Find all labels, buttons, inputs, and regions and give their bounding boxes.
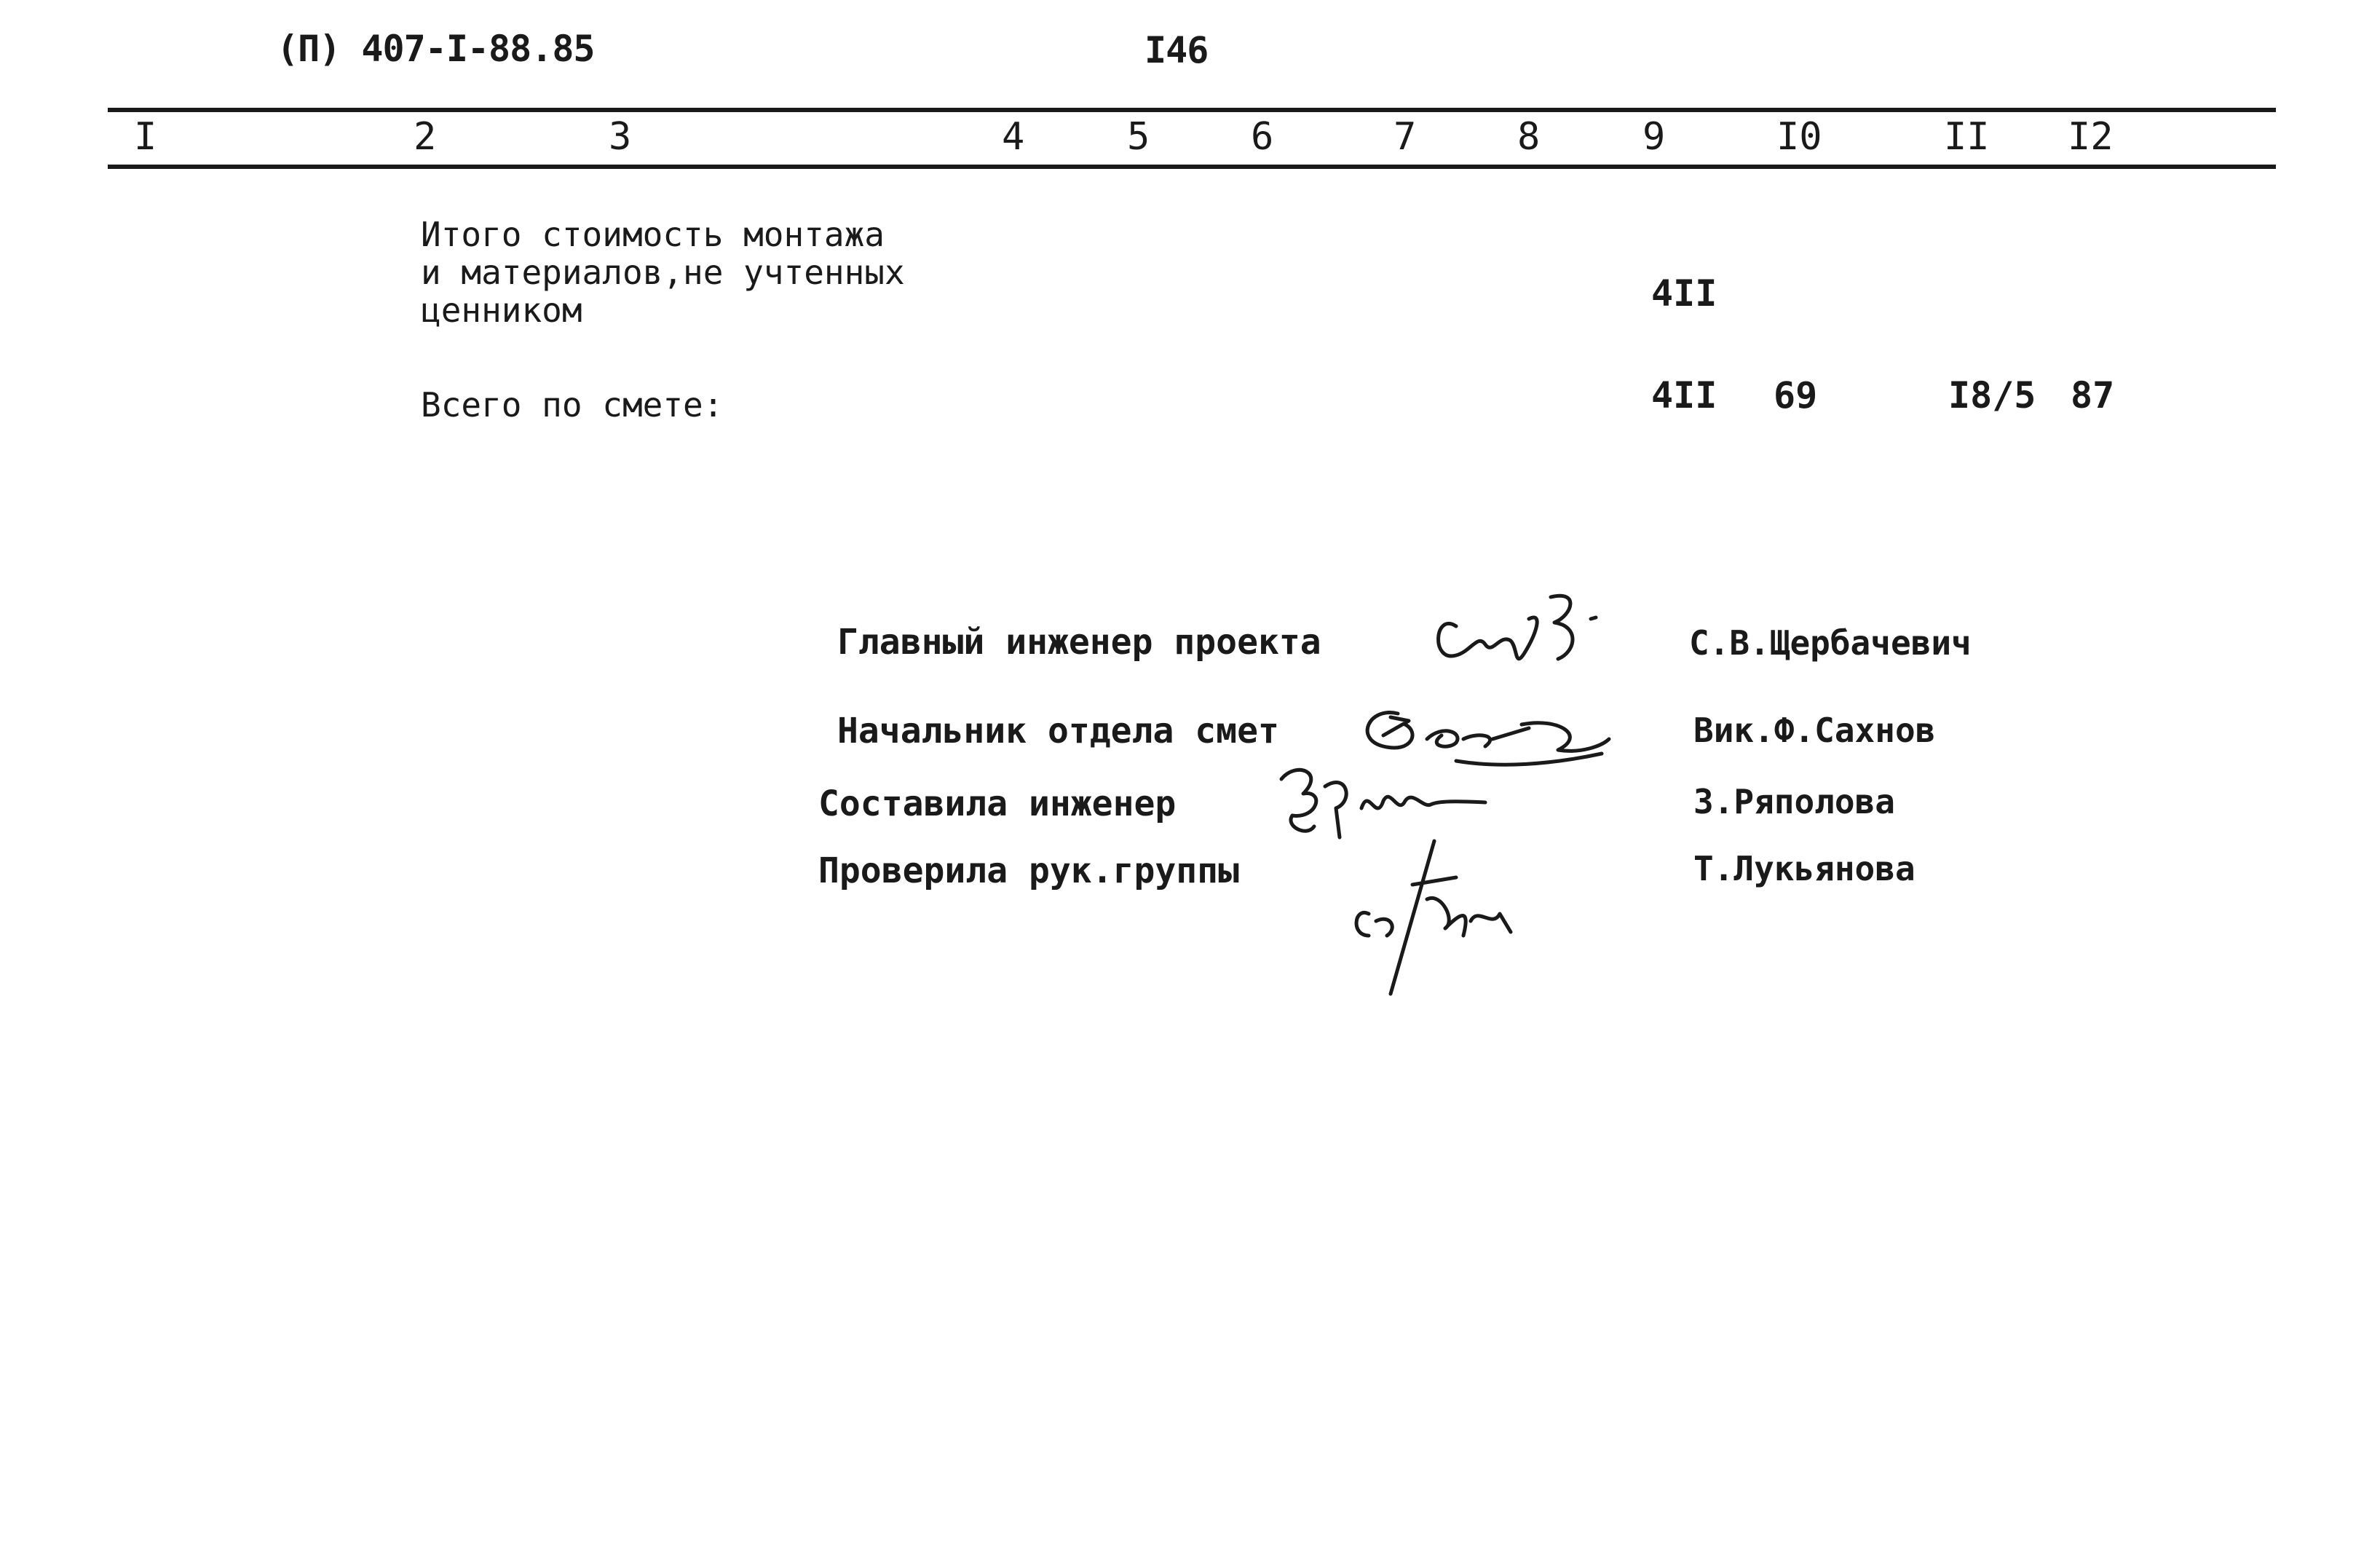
column-number: 8: [1517, 115, 1541, 159]
signature-title: Составила инженер: [818, 783, 1177, 824]
column-number: I2: [2068, 115, 2114, 159]
subtotal-label-line: Итого стоимость монтажа: [421, 215, 885, 254]
handwritten-signature: [1427, 583, 1645, 699]
document-code: (П) 407-I-88.85: [277, 28, 595, 70]
signature-title: Начальник отдела смет: [837, 711, 1279, 751]
signatory-name: З.Ряполова: [1693, 782, 1895, 821]
page-number: I46: [1144, 29, 1209, 71]
column-number: 4: [1002, 115, 1025, 159]
column-number-row: [108, 108, 2276, 169]
subtotal-label: [421, 216, 905, 329]
column-number: 6: [1251, 115, 1274, 159]
total-col11-value: I8/5: [1948, 374, 2036, 416]
subtotal-col9-value: 4II: [1651, 272, 1717, 315]
signatory-name: С.В.Щербачевич: [1689, 623, 1972, 663]
column-number: 9: [1642, 115, 1666, 159]
column-number: I: [134, 115, 157, 159]
subtotal-label-line: ценником: [421, 291, 582, 330]
signature-title: Проверила рук.группы: [818, 850, 1239, 891]
subtotal-label-line: и материалов,не учтенных: [421, 253, 905, 292]
column-number: 2: [414, 115, 437, 159]
column-number: 7: [1393, 115, 1417, 159]
total-col9-value: 4II: [1651, 374, 1717, 416]
column-number: 5: [1127, 115, 1150, 159]
handwritten-signature: [1347, 834, 1536, 1001]
column-number: II: [1944, 115, 1990, 159]
total-label: Всего по смете:: [421, 385, 724, 424]
signatory-name: Т.Лукьянова: [1693, 849, 1916, 888]
total-col10-value: 69: [1774, 374, 1818, 416]
signature-title: Главный инженер проекта: [837, 622, 1321, 663]
signatory-name: Вик.Ф.Сахнов: [1693, 711, 1936, 750]
total-col12-value: 87: [2071, 374, 2115, 416]
column-number: I0: [1776, 115, 1822, 159]
column-number: 3: [609, 115, 632, 159]
